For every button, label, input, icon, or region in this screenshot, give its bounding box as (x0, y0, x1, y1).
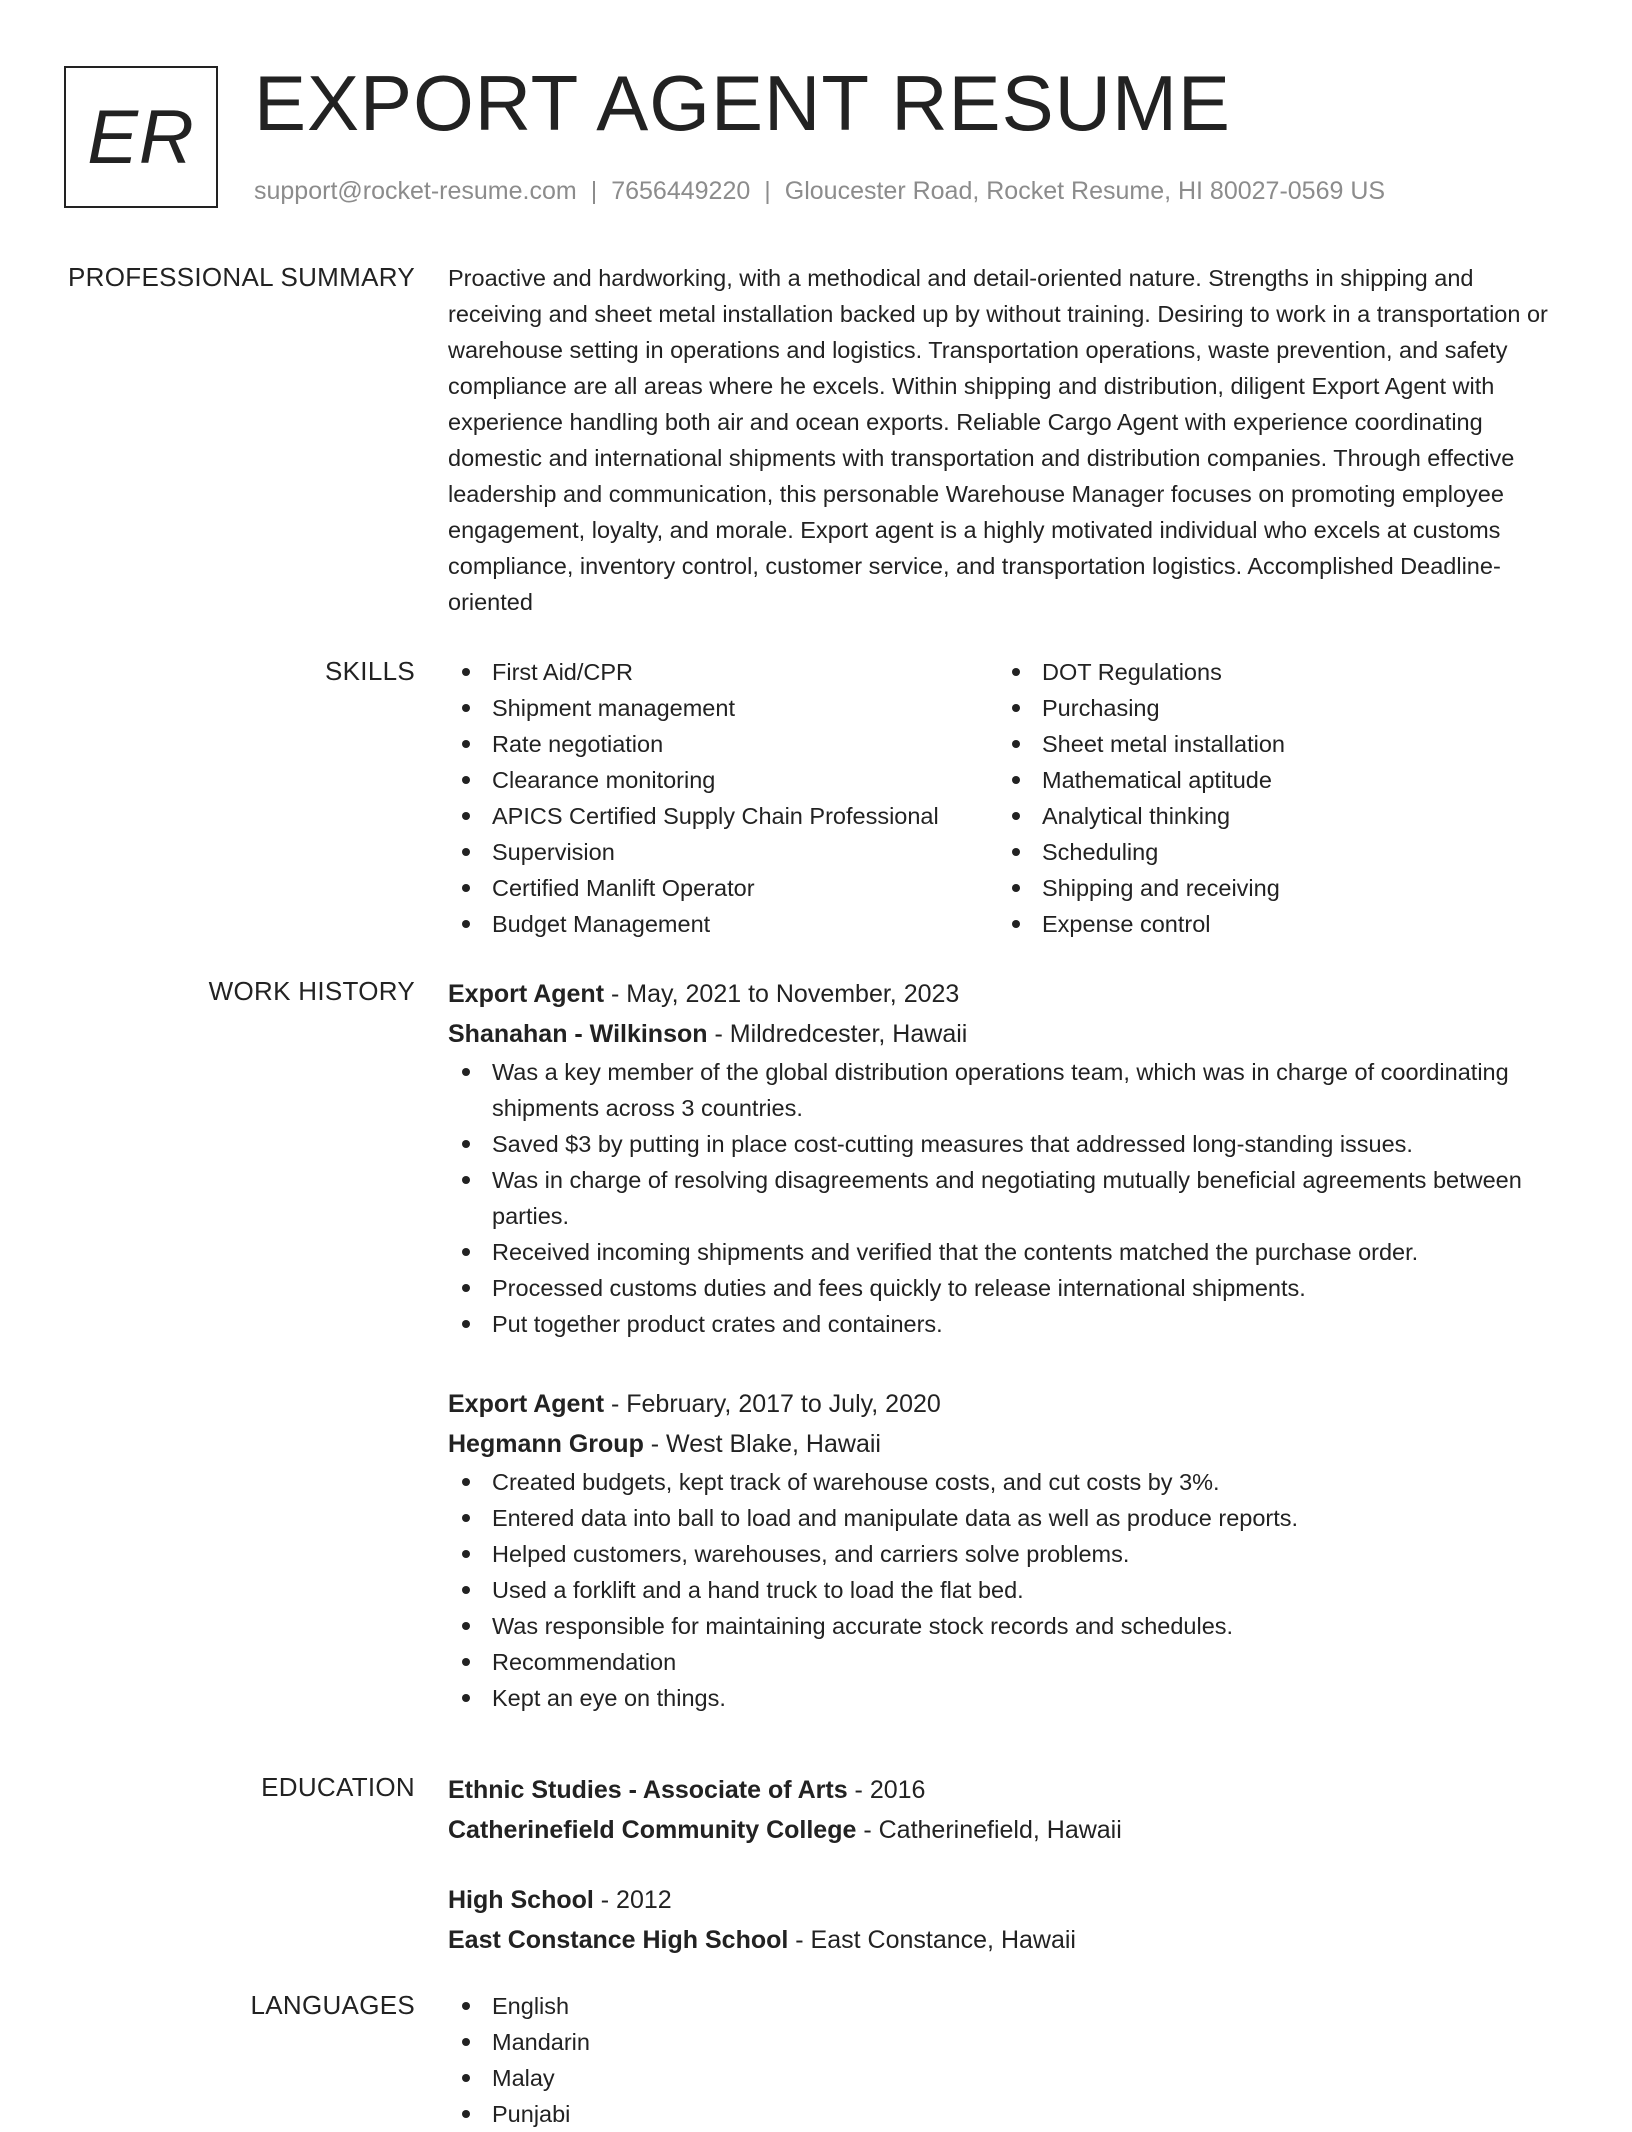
job-location: - West Blake, Hawaii (643, 1430, 881, 1458)
skills-heading: SKILLS (325, 656, 415, 686)
skills-list-right (998, 654, 1548, 942)
education-heading: EDUCATION (261, 1772, 415, 1802)
list-item: Was responsible for maintaining accurate stock records and schedules. (448, 1608, 1568, 1644)
education-school: East Constance High School (448, 1926, 789, 1954)
job-company: Hegmann Group (448, 1430, 644, 1458)
education-location: - Catherinefield, Hawaii (856, 1816, 1122, 1844)
education-body (448, 1770, 1568, 1990)
education-degree: Ethnic Studies - Associate of Arts (448, 1776, 848, 1804)
education-year: - 2016 (847, 1776, 926, 1804)
list-item: Sheet metal installation (998, 726, 1548, 762)
list-item: Certified Manlift Operator (448, 870, 998, 906)
list-item: Entered data into ball to load and manipulate data as well as produce reports. (448, 1500, 1568, 1536)
list-item: Analytical thinking (998, 798, 1548, 834)
list-item: Shipping and receiving (998, 870, 1548, 906)
list-item: APICS Certified Supply Chain Professional (448, 798, 998, 834)
summary-body (448, 260, 1568, 620)
list-item: Recommendation (448, 1644, 1568, 1680)
job-location: - Mildredcester, Hawaii (707, 1020, 968, 1048)
list-item: Was in charge of resolving disagreements and negotiating mutually beneficial agreements between parties. (448, 1162, 1568, 1234)
job-dates: - February, 2017 to July, 2020 (604, 1390, 941, 1418)
contact-email[interactable]: support@rocket-resume.com (254, 177, 577, 205)
job-entry (448, 974, 1568, 1342)
list-item: Processed customs duties and fees quickly to release international shipments. (448, 1270, 1568, 1306)
list-item: Mathematical aptitude (998, 762, 1548, 798)
list-item: Was a key member of the global distribution operations team, which was in charge of coordinating shipments across 3 countries. (448, 1054, 1568, 1126)
resume-title: EXPORT AGENT RESUME (254, 59, 1231, 147)
list-item: English (448, 1988, 1568, 2024)
contact-line (254, 176, 1385, 206)
list-item: Scheduling (998, 834, 1548, 870)
job-dates: - May, 2021 to November, 2023 (604, 980, 960, 1008)
job-company: Shanahan - Wilkinson (448, 1020, 708, 1048)
list-item: Expense control (998, 906, 1548, 942)
contact-phone: 7656449220 (611, 177, 751, 205)
job-bullets (448, 1054, 1568, 1342)
education-year: - 2012 (593, 1886, 672, 1914)
list-item: Received incoming shipments and verified that the contents matched the purchase order. (448, 1234, 1568, 1270)
work-heading: WORK HISTORY (208, 976, 415, 1006)
skills-body (448, 654, 1568, 942)
list-item: Saved $3 by putting in place cost-cutting measures that addressed long-standing issues. (448, 1126, 1568, 1162)
job-bullets (448, 1464, 1568, 1716)
list-item: Kept an eye on things. (448, 1680, 1568, 1716)
list-item: Supervision (448, 834, 998, 870)
contact-address: Gloucester Road, Rocket Resume, HI 80027-0569 US (784, 177, 1386, 205)
list-item: Shipment management (448, 690, 998, 726)
skills-list-left (448, 654, 998, 942)
contact-separator: | (764, 177, 771, 205)
list-item: Used a forklift and a hand truck to load the flat bed. (448, 1572, 1568, 1608)
contact-separator: | (590, 177, 598, 205)
list-item: Punjabi (448, 2096, 1568, 2132)
job-role: Export Agent (448, 1390, 605, 1418)
job-title-line (448, 1384, 1568, 1424)
list-item: Created budgets, kept track of warehouse costs, and cut costs by 3%. (448, 1464, 1568, 1500)
list-item: Helped customers, warehouses, and carriers solve problems. (448, 1536, 1568, 1572)
education-degree-line (448, 1770, 1568, 1810)
list-item: First Aid/CPR (448, 654, 998, 690)
job-company-line (448, 1014, 1568, 1054)
job-company-line (448, 1424, 1568, 1464)
education-degree-line (448, 1880, 1568, 1920)
list-item: Malay (448, 2060, 1568, 2096)
list-item: Rate negotiation (448, 726, 998, 762)
languages-heading: LANGUAGES (250, 1990, 415, 2020)
list-item: Purchasing (998, 690, 1548, 726)
education-entry (448, 1880, 1568, 1960)
monogram-logo: ER (64, 66, 218, 208)
job-role: Export Agent (448, 980, 605, 1008)
list-item: Put together product crates and containers. (448, 1306, 1568, 1342)
languages-body (448, 1988, 1568, 2132)
summary-text: Proactive and hardworking, with a methodical and detail-oriented nature. Strengths in shipping and receiving and sheet metal installation backed up by without training. Desiring to work in a transportation or warehouse setting in operations and logistics. Transportation operations, waste prevention, and safety compliance are all areas where he excels. Within shipping and distribution, diligent Export Agent with experience handling both air and ocean exports. Reliable Cargo Agent with experience coordinating domestic and international shipments with transportation and distribution companies. Through effective leadership and communication, this personable Warehouse Manager focuses on promoting employee engagement, loyalty, and morale. Export agent is a highly motivated individual who excels at customs compliance, inventory control, customer service, and transportation logistics. Accomplished Deadline-oriented (448, 265, 1548, 615)
education-degree: High School (448, 1886, 594, 1914)
list-item: Clearance monitoring (448, 762, 998, 798)
education-school: Catherinefield Community College (448, 1816, 857, 1844)
education-school-line (448, 1920, 1568, 1960)
list-item: Mandarin (448, 2024, 1568, 2060)
list-item: DOT Regulations (998, 654, 1548, 690)
job-entry (448, 1384, 1568, 1716)
summary-heading: PROFESSIONAL SUMMARY (68, 262, 415, 292)
list-item: Budget Management (448, 906, 998, 942)
education-school-line (448, 1810, 1568, 1850)
work-body (448, 974, 1568, 1758)
education-location: - East Constance, Hawaii (788, 1926, 1076, 1954)
education-entry (448, 1770, 1568, 1850)
job-title-line (448, 974, 1568, 1014)
languages-list (448, 1988, 1568, 2132)
